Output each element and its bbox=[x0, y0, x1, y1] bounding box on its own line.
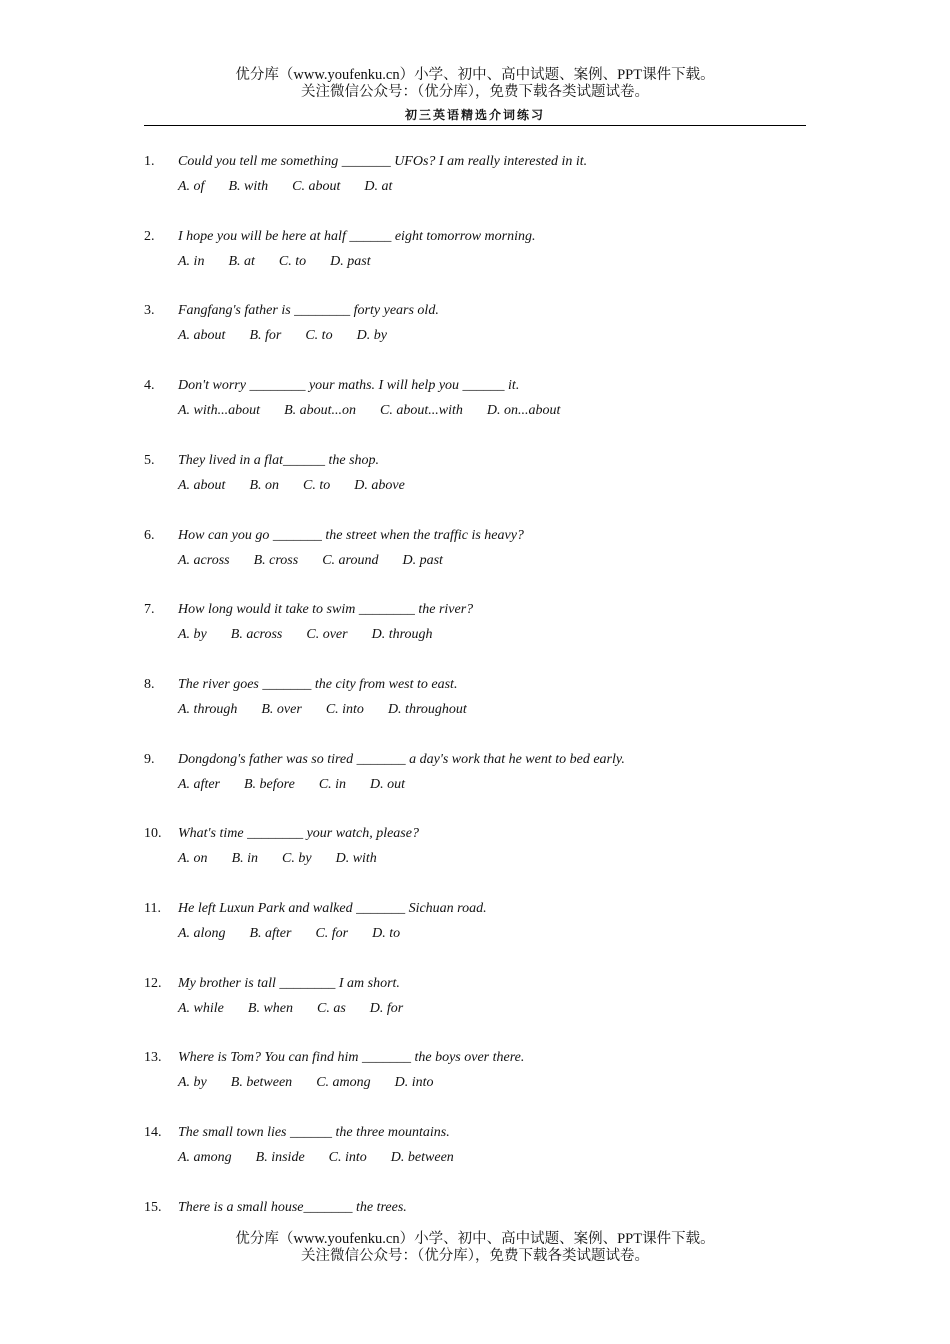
answer-option: D. for bbox=[369, 1000, 404, 1016]
question-number: 14. bbox=[144, 1125, 162, 1141]
answer-option: B. for bbox=[249, 328, 282, 344]
question-stem: The small town lies ______ the three mountains. bbox=[178, 1125, 450, 1141]
option-row bbox=[178, 179, 416, 195]
option-row bbox=[178, 328, 411, 344]
page-footer bbox=[0, 1231, 950, 1265]
answer-option: B. at bbox=[228, 253, 255, 269]
question-stem: Dongdong's father was so tired _______ a day's work that he went to bed early. bbox=[178, 751, 625, 767]
answer-option: A. about bbox=[178, 477, 226, 493]
option-row bbox=[178, 851, 401, 867]
question-stem: Fangfang's father is ________ forty years old. bbox=[178, 303, 439, 319]
answer-option: D. past bbox=[402, 552, 443, 568]
answer-option: D. through bbox=[371, 627, 433, 643]
answer-option: D. into bbox=[394, 1075, 434, 1091]
answer-option: B. when bbox=[247, 1000, 293, 1016]
answer-option: C. to bbox=[278, 253, 307, 269]
option-row bbox=[178, 403, 584, 419]
question-stem: Don't worry ________ your maths. I will help you ______ it. bbox=[178, 378, 520, 394]
answer-option: C. around bbox=[322, 552, 379, 568]
answer-option: D. throughout bbox=[387, 701, 467, 717]
answer-option: D. out bbox=[370, 776, 406, 792]
question-number: 6. bbox=[144, 527, 155, 543]
header-line-2: 关注微信公众号：（优分库），免费下载各类试题试卷。 bbox=[301, 84, 649, 100]
question-number: 3. bbox=[144, 303, 155, 319]
answer-option: D. by bbox=[356, 328, 387, 344]
answer-option: C. about bbox=[292, 179, 341, 194]
option-row bbox=[178, 553, 467, 569]
answer-option: B. with bbox=[228, 179, 269, 194]
answer-option: A. with...about bbox=[178, 403, 261, 419]
option-row bbox=[178, 254, 395, 270]
question-stem: How long would it take to swim ________ the river? bbox=[178, 602, 474, 618]
answer-option: D. between bbox=[390, 1150, 454, 1166]
option-row bbox=[178, 702, 491, 718]
footer-line-2: 关注微信公众号：（优分库），免费下载各类试题试卷。 bbox=[301, 1248, 649, 1264]
answer-option: D. with bbox=[335, 851, 377, 867]
question-stem: There is a small house_______ the trees. bbox=[178, 1199, 407, 1215]
question-stem: They lived in a flat______ the shop. bbox=[178, 452, 380, 468]
answer-option: D. on...about bbox=[486, 403, 561, 419]
answer-option: D. above bbox=[354, 477, 405, 493]
answer-option: A. after bbox=[178, 776, 220, 792]
page-header bbox=[0, 67, 950, 101]
answer-option: C. in bbox=[318, 776, 347, 792]
answer-option: C. as bbox=[317, 1000, 346, 1016]
answer-option: B. after bbox=[249, 926, 292, 941]
answer-option: C. to bbox=[305, 328, 333, 344]
question-stem: Could you tell me something _______ UFOs? I am really interested in it. bbox=[178, 154, 588, 169]
answer-option: A. across bbox=[178, 552, 230, 568]
answer-option: C. into bbox=[328, 1150, 367, 1166]
answer-option: B. in bbox=[231, 851, 259, 867]
answer-option: D. at bbox=[364, 179, 393, 194]
question-stem: How can you go _______ the street when the traffic is heavy? bbox=[178, 527, 524, 543]
answer-option: B. between bbox=[230, 1075, 293, 1091]
option-row bbox=[178, 1001, 427, 1017]
option-row bbox=[178, 627, 457, 643]
question-number: 5. bbox=[144, 452, 155, 468]
answer-option: A. by bbox=[178, 1075, 207, 1091]
header-divider bbox=[144, 125, 806, 126]
question-stem: The river goes _______ the city from west to east. bbox=[178, 676, 458, 692]
question-stem: Where is Tom? You can find him _______ the boys over there. bbox=[178, 1050, 525, 1066]
answer-option: C. over bbox=[306, 627, 348, 643]
answer-option: A. along bbox=[178, 926, 226, 941]
question-stem: My brother is tall ________ I am short. bbox=[178, 975, 400, 991]
answer-option: A. in bbox=[178, 253, 205, 269]
question-number: 11. bbox=[144, 901, 161, 916]
option-row bbox=[178, 1075, 458, 1091]
question-number: 2. bbox=[144, 228, 155, 244]
question-number: 1. bbox=[144, 154, 155, 169]
answer-option: C. for bbox=[315, 926, 349, 941]
answer-option: A. through bbox=[178, 701, 238, 717]
question-number: 15. bbox=[144, 1199, 162, 1215]
answer-option: C. among bbox=[316, 1075, 371, 1091]
answer-option: C. to bbox=[303, 477, 331, 493]
answer-option: A. about bbox=[178, 328, 226, 344]
answer-option: C. by bbox=[282, 851, 312, 867]
answer-option: B. on bbox=[249, 477, 280, 493]
answer-option: D. to bbox=[372, 926, 401, 941]
question-number: 13. bbox=[144, 1050, 162, 1066]
document-title: 初三英语精选介词练习 bbox=[404, 108, 545, 122]
answer-option: B. across bbox=[230, 627, 283, 643]
answer-option: C. into bbox=[325, 701, 364, 717]
answer-option: B. inside bbox=[255, 1150, 305, 1166]
answer-option: A. while bbox=[178, 1000, 224, 1016]
answer-option: B. over bbox=[261, 701, 302, 717]
answer-option: A. among bbox=[178, 1150, 232, 1166]
option-row bbox=[178, 926, 424, 942]
answer-option: A. by bbox=[178, 627, 207, 643]
answer-option: C. about...with bbox=[380, 403, 463, 419]
answer-option: B. cross bbox=[253, 552, 299, 568]
question-number: 8. bbox=[144, 676, 155, 692]
answer-option: A. of bbox=[178, 179, 205, 194]
answer-option: B. about...on bbox=[284, 403, 357, 419]
header-line-1: 优分库（www.youfenku.cn）小学、初中、高中试题、案例、PPT课件下载。 bbox=[235, 67, 715, 83]
footer-line-1: 优分库（www.youfenku.cn）小学、初中、高中试题、案例、PPT课件下载。 bbox=[235, 1231, 715, 1247]
answer-option: A. on bbox=[178, 851, 208, 867]
question-stem: He left Luxun Park and walked _______ Sichuan road. bbox=[178, 901, 487, 916]
question-stem: I hope you will be here at half ______ eight tomorrow morning. bbox=[178, 228, 536, 244]
question-number: 9. bbox=[144, 751, 155, 767]
question-number: 12. bbox=[144, 975, 162, 991]
answer-option: D. past bbox=[330, 253, 371, 269]
option-row bbox=[178, 478, 429, 494]
answer-option: B. before bbox=[244, 776, 295, 792]
question-number: 4. bbox=[144, 378, 155, 394]
question-stem: What's time ________ your watch, please? bbox=[178, 826, 419, 842]
option-row bbox=[178, 777, 429, 793]
question-number: 7. bbox=[144, 602, 155, 618]
question-number: 10. bbox=[144, 826, 162, 842]
option-row bbox=[178, 1150, 478, 1166]
